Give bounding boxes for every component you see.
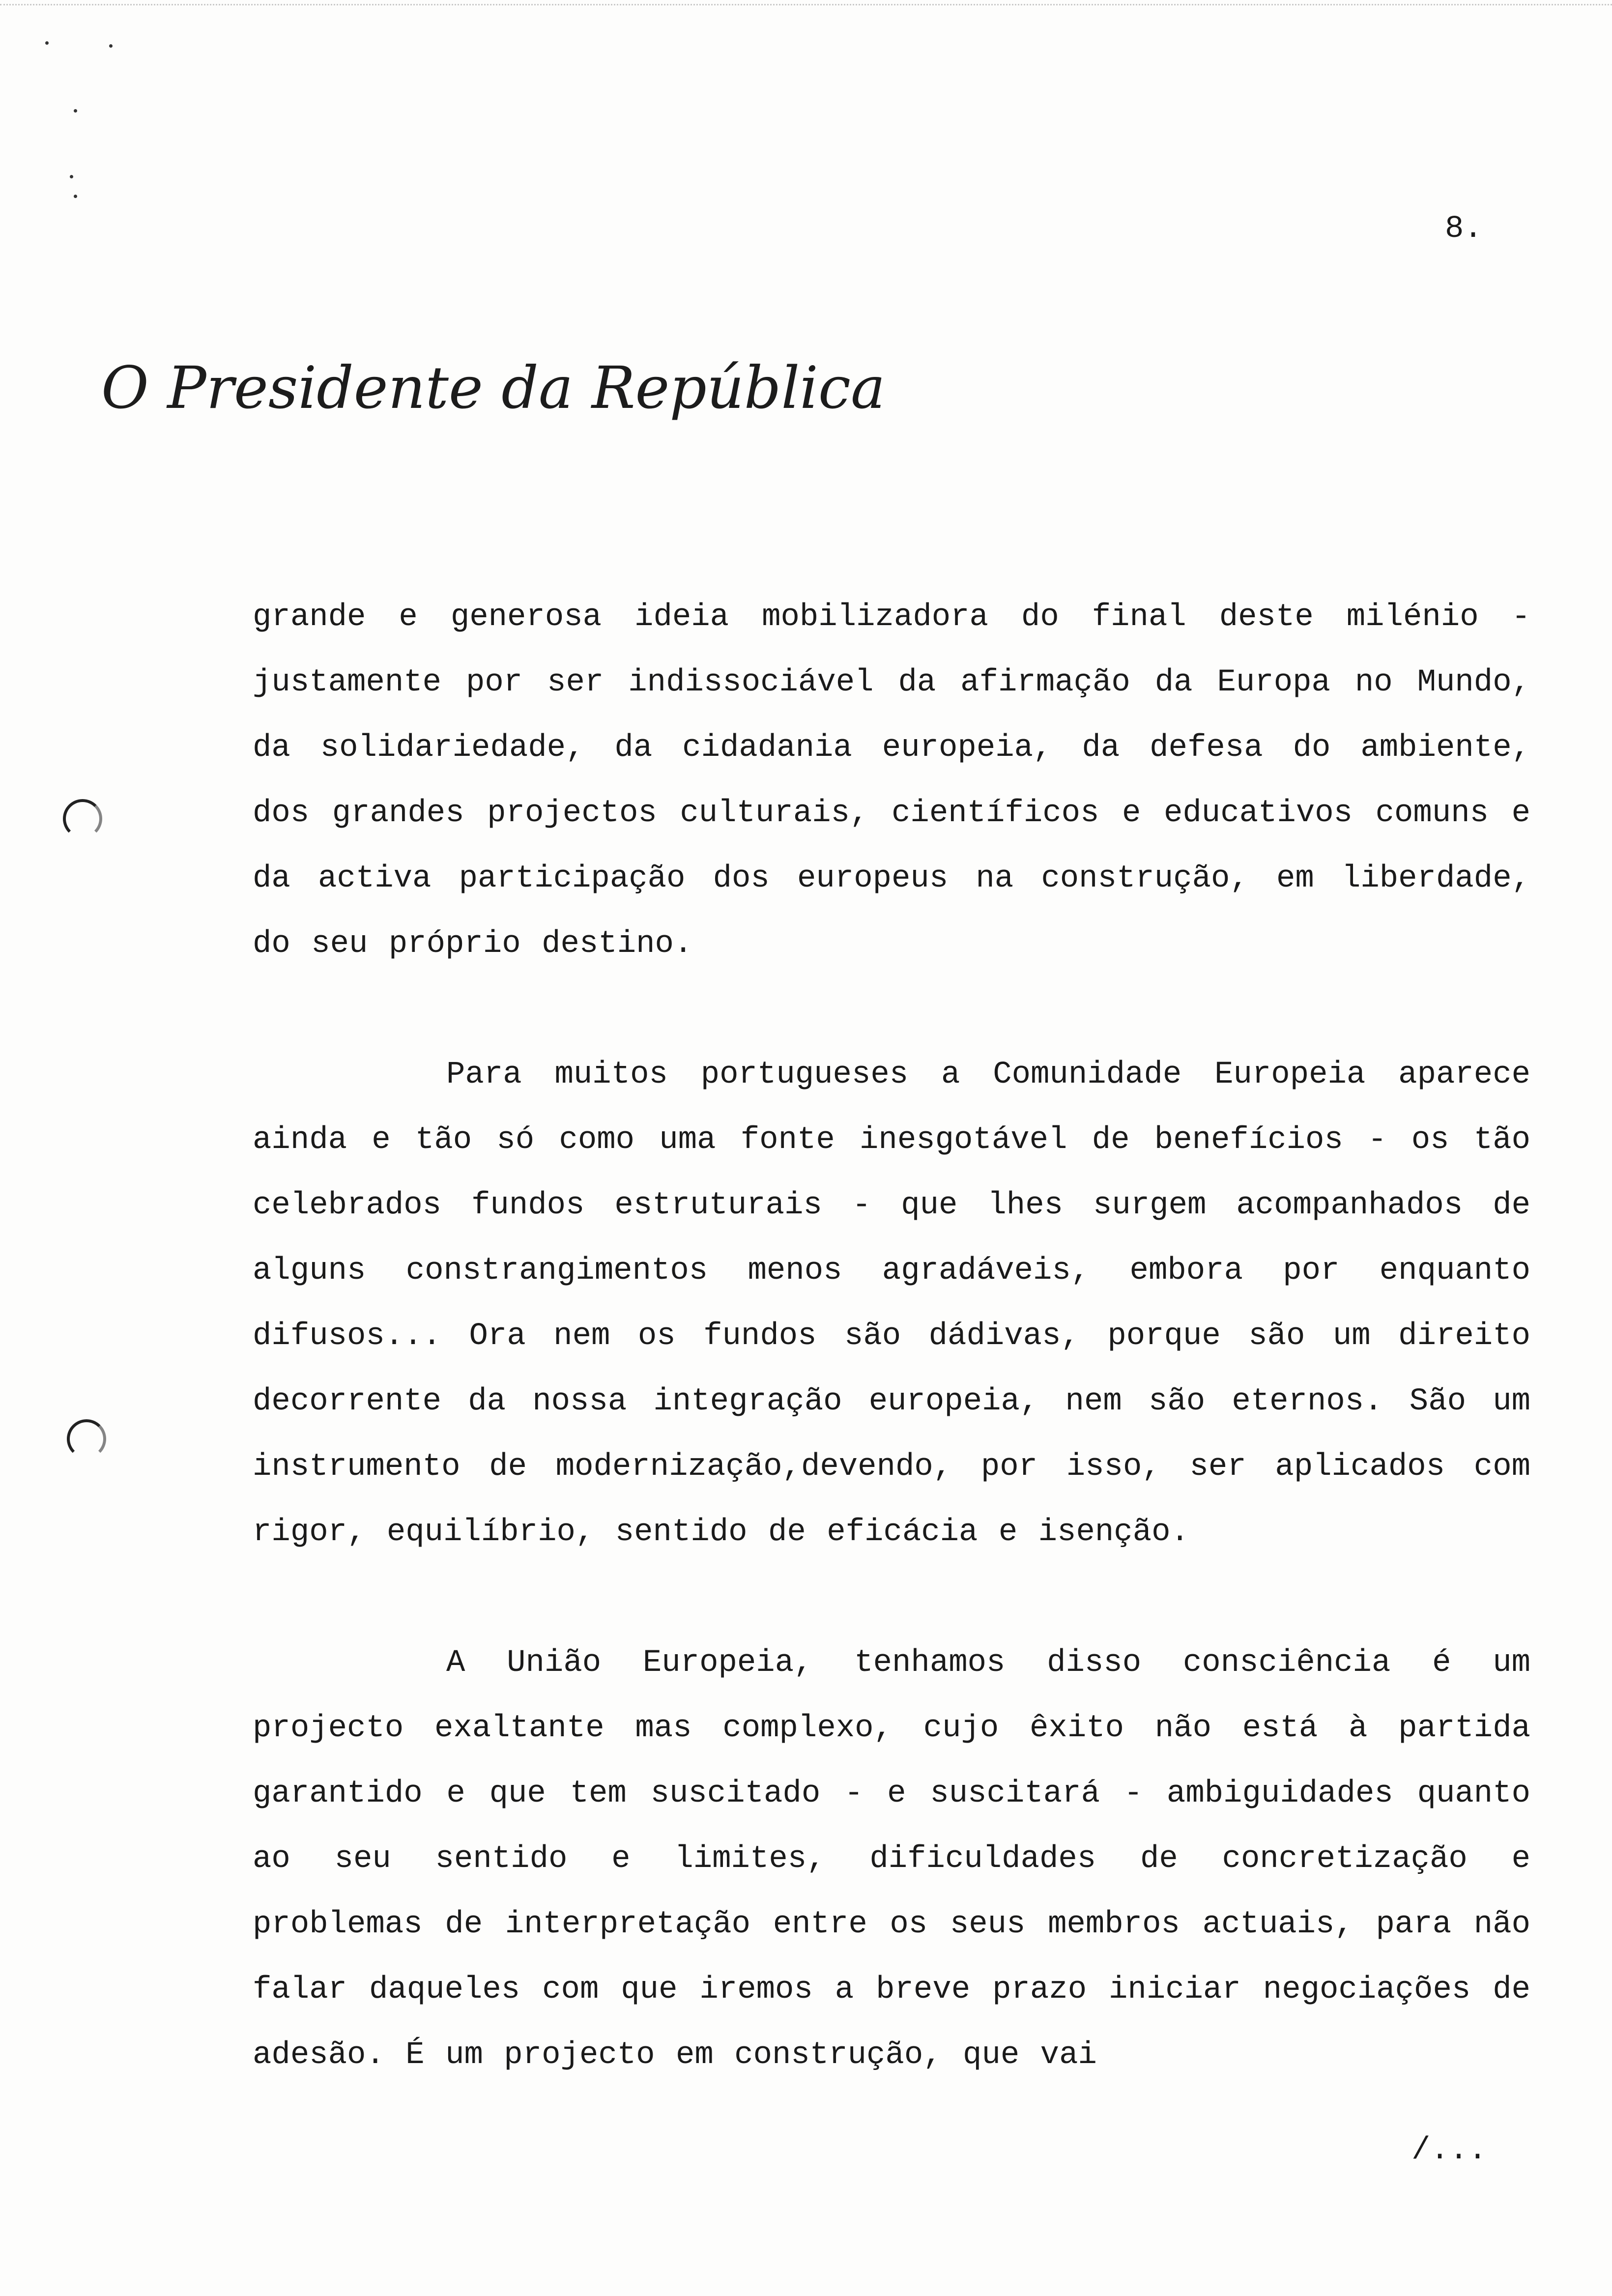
letterhead-script — [98, 344, 886, 442]
letterhead-text: O Presidente da República — [101, 354, 886, 422]
punch-hole — [67, 1419, 106, 1459]
continuation-mark: /... — [1411, 2133, 1487, 2168]
punch-hole — [63, 799, 102, 838]
scan-speck — [70, 175, 73, 178]
scan-speck — [74, 195, 77, 198]
scan-top-edge — [0, 4, 1612, 5]
scan-speck — [109, 44, 113, 48]
paragraph-1: grande e generosa ideia mobilizadora do final deste milénio - justamente por ser indissociável da afirmação da Europa no Mundo, da solidariedade, da cidadania europeia, da defesa do ambiente, dos grandes projectos culturais, científicos e educativos comuns e da activa participação dos europeus na construção, em liberdade, do seu próprio destino. — [253, 600, 1530, 962]
document-body — [253, 585, 1530, 2153]
paragraph-2: Para muitos portugueses a Comunidade Europeia aparece ainda e tão só como uma fonte inesgotável de benefícios - os tão celebrados fundos estruturais - que lhes surgem acompanhados de alguns constrangimentos menos agradáveis, embora por enquanto difusos... Ora nem os fundos são dádivas, porque são um direito decorrente da nossa integração europeia, nem são eternos. São um instrumento de modernização,devendo, por isso, ser aplicados com rigor, equilíbrio, sentido de eficácia e isenção. — [253, 1057, 1530, 1550]
scan-speck — [45, 41, 49, 45]
letterhead — [98, 344, 886, 442]
page-number: 8. — [1445, 211, 1483, 247]
paragraph-3: A União Europeia, tenhamos disso consciência é um projecto exaltante mas complexo, cujo êxito não está à partida garantido e que tem suscitado - e suscitará - ambiguidades quanto ao seu sentido e limites, dificuldades de concretização e problemas de interpretação entre os seus membros actuais, para não falar daqueles com que iremos a breve prazo iniciar negociações de adesão. É um projecto em construção, que vai — [253, 1645, 1530, 2073]
scan-speck — [74, 109, 77, 113]
